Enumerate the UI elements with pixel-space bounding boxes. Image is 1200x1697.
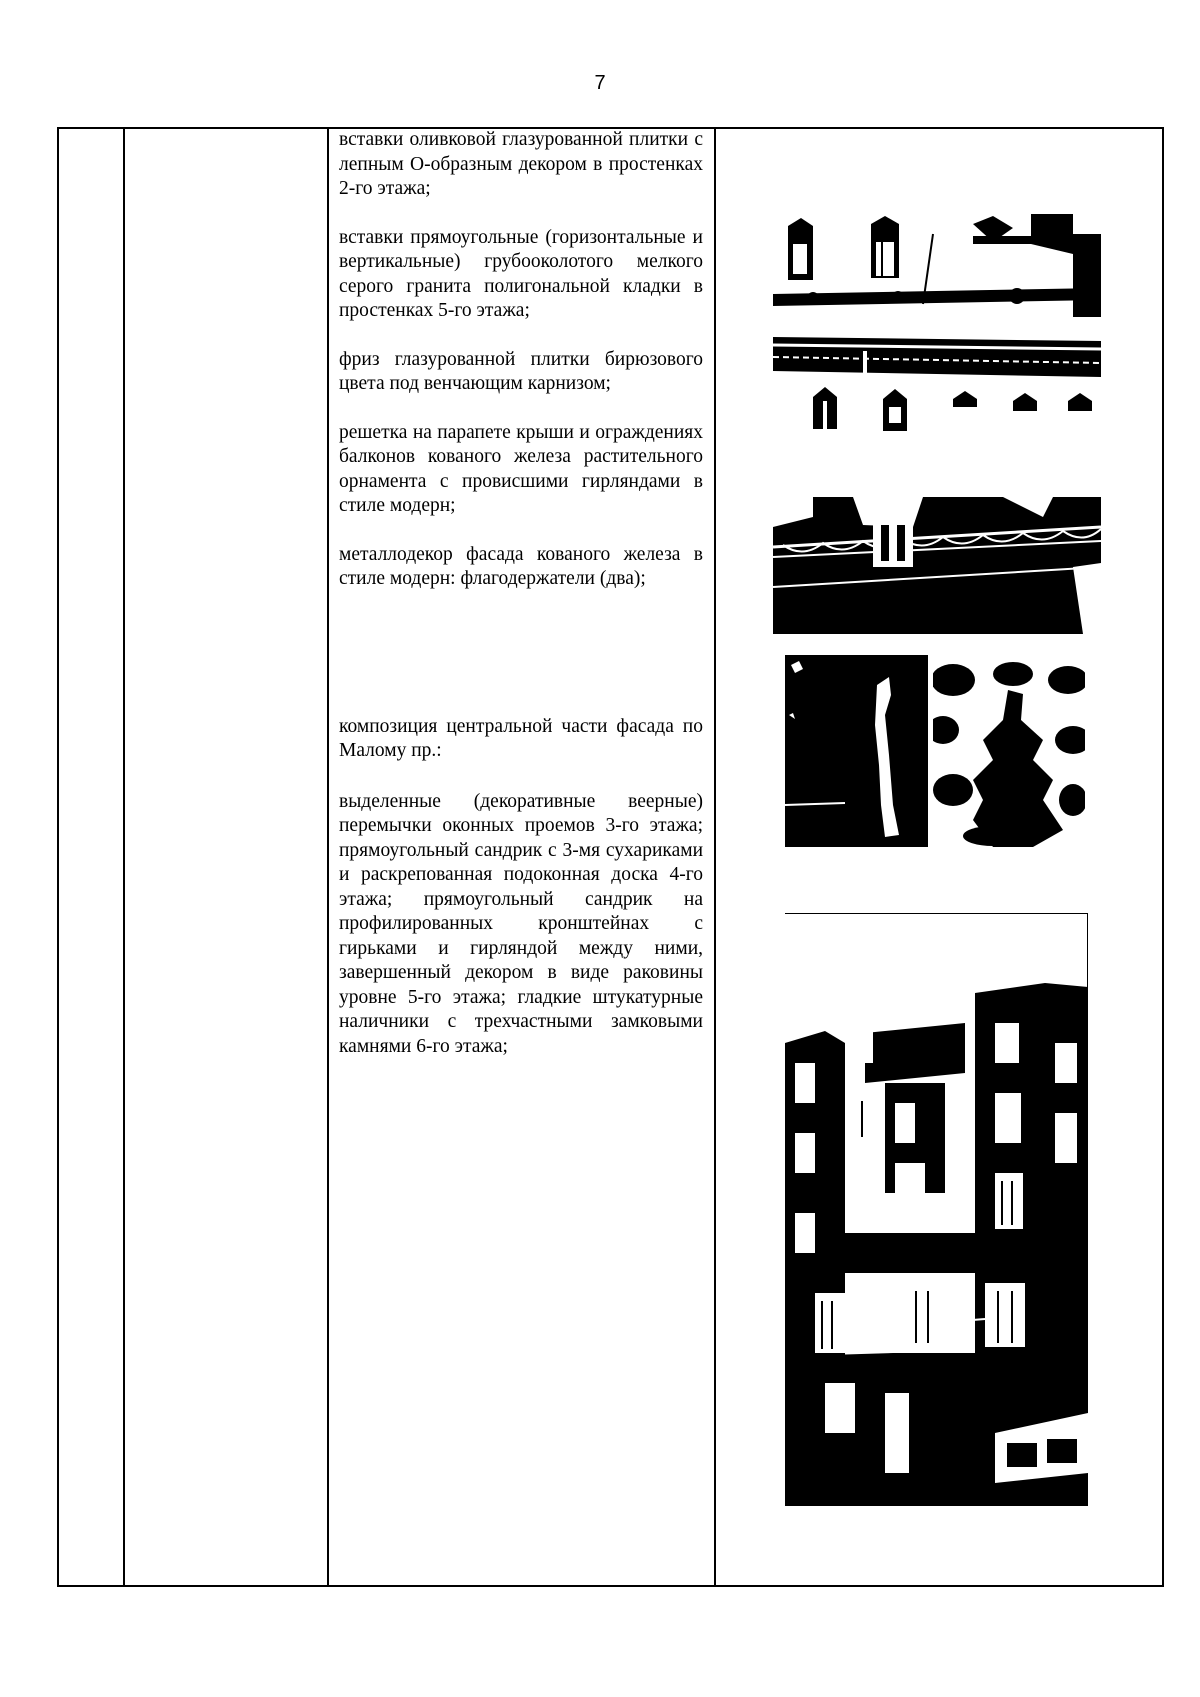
paragraph-window-decor: выделенные (декоративные веерные) перемычки оконных проемов 3-го этажа; прямоугольный сандрик с 3-мя сухариками и раскрепованная подоконная доска 4-го этажа; прямоугольный сандрик на профилированных кронштейнах с гирьками и гирляндой между ними, завершенный декором в виде раковины уровне 5-го этажа; гладкие штукатурные наличники с трехчастными замковыми камнями 6-го этажа; [339,790,703,1057]
balcony-railing-photo [773,497,1101,634]
paragraph-granite-inserts: вставки прямоугольные (горизонтальные и вертикальные) грубооколотого мелкого серого гранита полигональной кладки в простенках 5-го этажа; [339,226,703,321]
page-number: 7 [594,72,606,94]
column-divider-1 [123,129,125,1585]
column-divider-3 [714,129,716,1585]
flag-holder-photo-2 [933,660,1085,847]
facade-windows-photo [773,214,1101,317]
column-divider-2 [327,129,329,1585]
cornice-frieze-photo [773,337,1101,440]
description-column [339,128,703,1059]
paragraph-turquoise-frieze: фриз глазурованной плитки бирюзового цвета под венчающим карнизом; [339,348,703,394]
paragraph-flag-holders: металлодекор фасада кованого железа в стиле модерн: флагодержатели (два); [339,543,703,589]
paragraph-central-composition: композиция центральной части фасада по Малому пр.: [339,715,703,761]
paragraph-olive-tiles: вставки оливковой глазурованной плитки с лепным О-образным декором в простенках 2-го этажа; [339,129,703,199]
central-facade-photo [785,913,1088,1506]
flag-holder-photo-1 [785,655,928,847]
paragraph-wrought-railing: решетка на парапете крыши и ограждениях балконов кованого железа растительного орнамента с провисшими гирляндами в стиле модерн; [339,421,703,516]
